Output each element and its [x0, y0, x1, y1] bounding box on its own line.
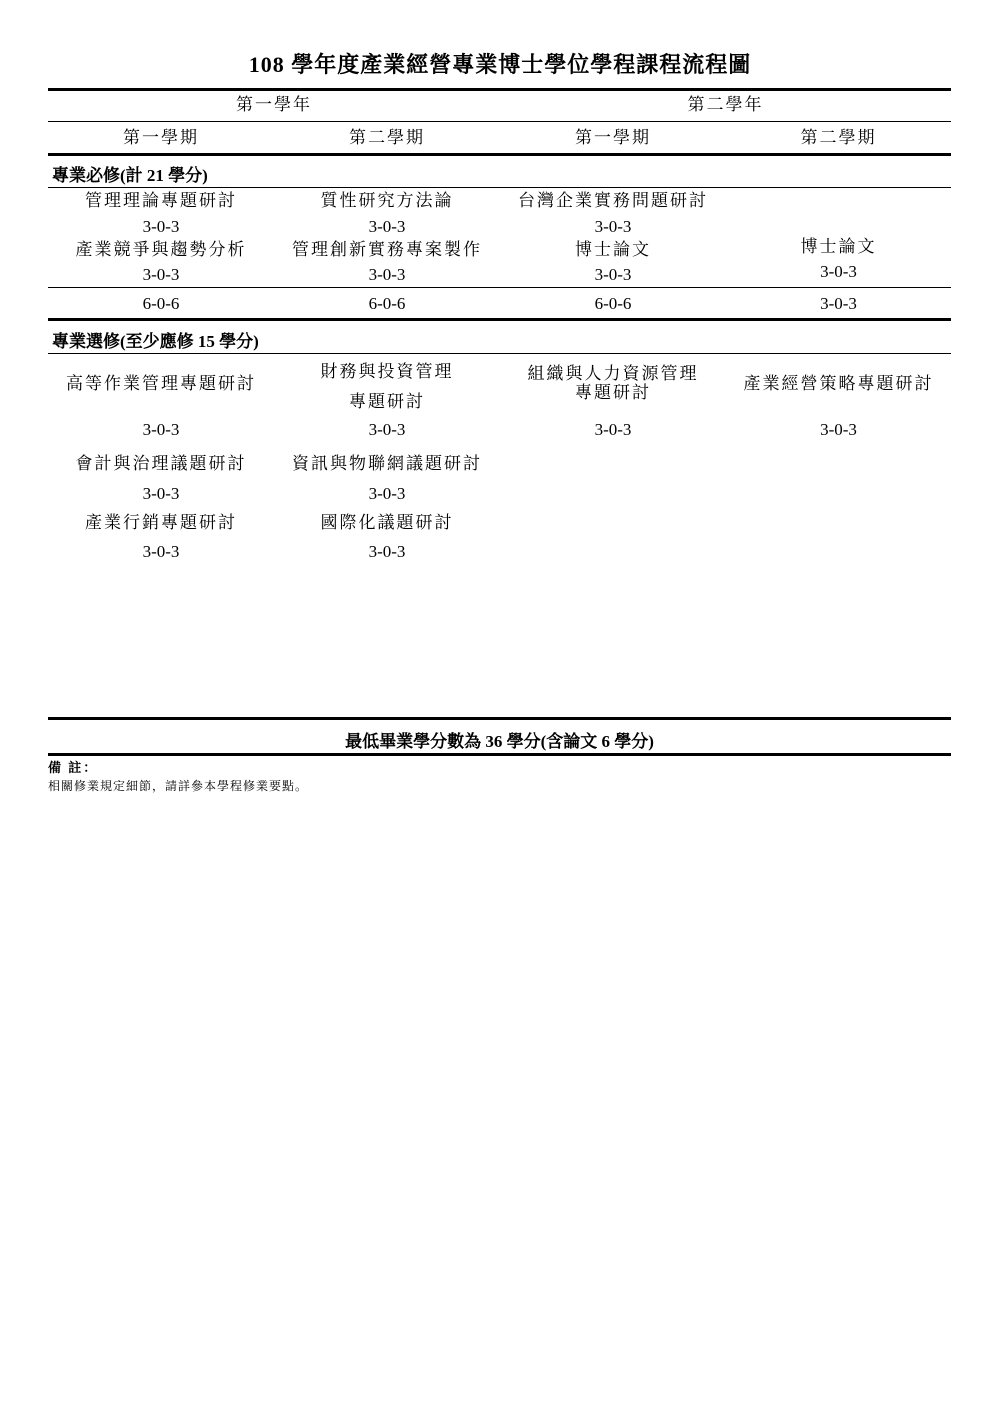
course-credits: 3-0-3: [368, 484, 406, 503]
notes-label: 備 註：: [48, 760, 99, 775]
course-name-line1: 財務與投資管理: [320, 362, 454, 381]
course-credits: 3-0-3: [594, 265, 632, 284]
semester-header-3: 第一學期: [575, 128, 651, 147]
minimum-credits-text: 最低畢業學分數為 36 學分(含論文 6 學分): [345, 732, 654, 751]
semester-total: 6-0-6: [368, 294, 406, 313]
semester-header-4: 第二學期: [800, 128, 877, 147]
course-name: 台灣企業實務問題研討: [518, 191, 708, 210]
notes-text: 相關修業規定細節，請詳參本學程修業要點。: [48, 779, 309, 793]
footer-bottom-rule: [48, 753, 951, 756]
page-title: 108 學年度產業經營專業博士學位學程課程流程圖: [248, 52, 752, 77]
course-credits: 3-0-3: [142, 265, 180, 284]
semester-total: 6-0-6: [594, 294, 632, 313]
course-name: 會計與治理議題研討: [75, 454, 247, 473]
course-name: 資訊與物聯網議題研討: [292, 454, 482, 473]
course-credits: 3-0-3: [368, 265, 406, 284]
course-credits: 3-0-3: [820, 420, 857, 439]
course-name: 產業經營策略專題研討: [743, 374, 934, 393]
course-credits: 3-0-3: [142, 484, 180, 503]
course-credits: 3-0-3: [368, 420, 406, 439]
footer-top-rule: [48, 717, 951, 720]
year-2-header: 第二學年: [687, 95, 764, 114]
required-end-rule: [48, 318, 951, 321]
elective-section-header: 專業選修(至少應修 15 學分): [52, 332, 259, 351]
course-credits: 3-0-3: [594, 420, 632, 439]
course-credits: 3-0-3: [142, 217, 180, 236]
required-header-rule: [48, 187, 951, 188]
course-name: 管理創新實務專案製作: [292, 240, 482, 259]
course-name-line2: 專題研討: [349, 392, 425, 411]
course-credits: 3-0-3: [142, 542, 180, 561]
required-section-header: 專業必修(計 21 學分): [52, 166, 208, 185]
course-name: 博士論文: [575, 240, 651, 259]
course-credits: 3-0-3: [820, 262, 857, 281]
course-name: 管理理論專題研討: [85, 191, 237, 210]
year-1-header: 第一學年: [236, 95, 312, 114]
course-credits: 3-0-3: [594, 217, 632, 236]
semester-total: 6-0-6: [142, 294, 180, 313]
course-name-line1: 組織與人力資源管理: [527, 364, 699, 383]
header-rule: [48, 153, 951, 156]
year-divider: [48, 121, 951, 122]
course-name-line2: 專題研討: [575, 383, 651, 402]
course-name: 博士論文: [800, 237, 877, 256]
semester-total: 3-0-3: [820, 294, 857, 313]
course-credits: 3-0-3: [368, 217, 406, 236]
elective-header-rule: [48, 353, 951, 354]
totals-rule: [48, 287, 951, 288]
top-rule: [48, 88, 951, 91]
course-name: 質性研究方法論: [320, 191, 454, 210]
course-name: 產業行銷專題研討: [85, 513, 237, 532]
course-name: 高等作業管理專題研討: [66, 374, 256, 393]
semester-header-1: 第一學期: [123, 128, 199, 147]
course-name: 國際化議題研討: [320, 513, 454, 532]
course-name: 產業競爭與趨勢分析: [75, 240, 247, 259]
course-credits: 3-0-3: [142, 420, 180, 439]
course-credits: 3-0-3: [368, 542, 406, 561]
semester-header-2: 第二學期: [349, 128, 425, 147]
